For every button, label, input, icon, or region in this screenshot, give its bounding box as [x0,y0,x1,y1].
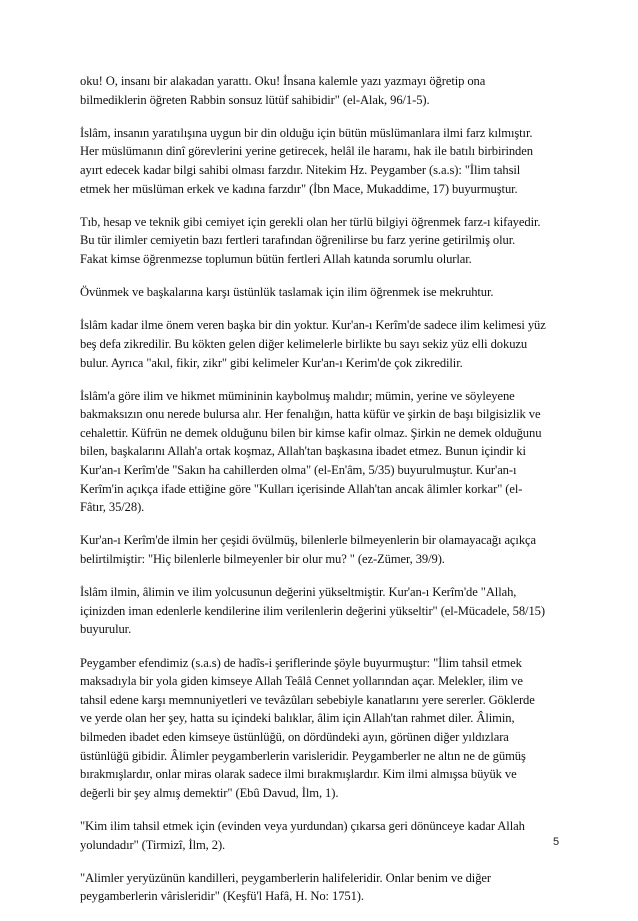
text-line: buyurulur. [80,622,132,637]
paragraph [80,583,567,639]
text-line: ayırt edecek kadar bilgi sahibi olması farzdır. Nitekim Hz. Peygamber (s.a.s): "İlim tahsil [80,162,521,177]
paragraph [80,213,567,269]
text-line: bilen, başkalarını Allah'a ortak koşmaz, Allah'tan başkasına ibadet etmez. Bunun içindir ki [80,444,526,459]
text-line: İslâm ilmin, âlimin ve ilim yolcusunun değerini yükseltmiştir. Kur'an-ı Kerîm'de "Allah, [80,585,517,600]
paragraph [80,72,567,109]
paragraph [80,869,567,906]
text-line: oku! O, insanı bir alakadan yarattı. Oku! İnsana kalemle yazı yazmayı öğretip ona [80,74,486,88]
text-line: peygamberlerin vârisleridir" (Keşfü'l Hafâ, H. No: 1751). [80,889,364,904]
paragraph [80,283,567,302]
text-line: Fakat kimse öğrenmezse toplumun bütün fertleri Allah katında sorumlu olurlar. [80,251,472,266]
text-line: değerli bir şey almış demektir" (Ebû Davud, İlm, 1). [80,785,339,800]
text-line: bırakmışlardır, onlar miras olarak sadece ilmi bırakmışlardır. Kim ilmi almışsa büyük ve [80,767,517,782]
text-line: belirtilmiştir: "Hiç bilenlerle bilmeyenler bir olur mu? " (ez-Zümer, 39/9). [80,552,445,567]
page-body [80,72,567,921]
text-line: üstünlüğü gibidir. Âlimler peygamberlerin varisleridir. Peygamberler ne altın ne de gümüş [80,748,526,763]
text-line: "Alimler yeryüzünün kandilleri, peygamberlerin halifeleridir. Onlar benim ve diğer [80,870,491,885]
text-line: etmek her müslüman erkek ve kadına farzdır" (İbn Mace, Mukaddime, 17) buyurmuştur. [80,181,518,196]
text-line: cehalettir. Küfrün ne demek olduğunu bilen bir kimse kafir olmaz. Şirkin ne demek olduğunu [80,425,542,440]
text-line: bilmeden ibadet eden kimseye üstünlüğü, on dördündeki ayın, görünen diğer yıldızlara [80,729,509,744]
text-line: Kur'an-ı Kerîm'de "Sakın ha cahillerden olma" (el-En'âm, 5/35) buyurulmuştur. Kur'an-ı [80,463,517,478]
text-line: Bu tür ilimler cemiyetin bazı fertleri tarafından öğrenilirse bu farz yerine getirilmiş olur. [80,233,516,248]
text-line: maksadıyla bir yola giden kimseye Allah Teâlâ Cennet yollarından açar. Melekler, ilim ve [80,674,523,689]
text-line: Kur'an-ı Kerîm'de ilmin her çeşidi övülmüş, bilenlerle bilmeyenlerin bir olamayacağı açıkça [80,533,536,548]
text-line: İslâm kadar ilme önem veren başka bir din yoktur. Kur'an-ı Kerîm'de sadece ilim kelimesi yüz [80,318,546,333]
paragraph [80,316,567,372]
paragraph [80,817,567,854]
text-line: Fâtır, 35/28). [80,500,145,515]
text-line: Her müslümanın dinî görevlerini yerine getirecek, helâl ile haramı, hak ile batılı birbirinden [80,144,533,159]
text-line: bulur. Ayrıca "akıl, fikir, zikr" gibi kelimeler Kur'an-ı Kerim'de çok zikredilir. [80,355,463,370]
page-number: 5 [553,836,560,848]
text-line: beş defa zikredilir. Bu kökten gelen diğer kelimelerle birlikte bu sayı sekiz yüz elli dokuzu [80,336,528,351]
text-line: bilmediklerin öğreten Rabbin sonsuz lütüf sahibidir" (el-Alak, 96/1-5). [80,92,430,107]
text-line: yolundadır" (Tirmizî, İlm, 2). [80,837,226,852]
paragraph [80,531,567,568]
text-line: içinizden iman edenlerle kendilerine ilim verilenlerin değerini yükseltir" (el-Mücadele, 58/15) [80,603,545,618]
text-line: İslâm, insanın yaratılışına uygun bir din olduğu için bütün müslümanlara ilmi farz kılmıştır. [80,125,533,140]
paragraph [80,124,567,198]
text-line: Peygamber efendimiz (s.a.s) de hadîs-i şeriflerinde şöyle buyurmuştur: "İlim tahsil etmek [80,655,522,670]
text-line: ve yerde olan her şey, hatta su içindeki balıklar, âlim için Allah'tan rahmet diler. Âlimin, [80,711,515,726]
text-line: tahsil edene karşı memnuniyetleri ve tevâzûları sebebiyle kanatlarını yere sererler. Göklerde [80,692,535,707]
text-line: İslâm'a göre ilim ve hikmet mümininin kaybolmuş malıdır; mümin, yerine ve söyleyene [80,388,515,403]
text-line: "Kim ilim tahsil etmek için (evinden veya yurdundan) çıkarsa geri dönünceye kadar Allah [80,818,525,833]
paragraph [80,654,567,803]
paragraph [80,387,567,517]
text-line: Kerîm'in açıkça ifade ettiğine göre "Kulları içerisinde Allah'tan ancak âlimler korkar" (el- [80,481,523,496]
text-line: Övünmek ve başkalarına karşı üstünlük taslamak için ilim öğrenmek ise mekruhtur. [80,285,494,300]
text-line: Tıb, hesap ve teknik gibi cemiyet için gerekli olan her türlü bilgiyi öğrenmek farz-ı kifayedir. [80,214,541,229]
text-line: bakmaksızın onu nerede bulursa alır. Her fenalığın, hatta küfür ve şirkin de başı bilgisizlik ve [80,407,541,422]
